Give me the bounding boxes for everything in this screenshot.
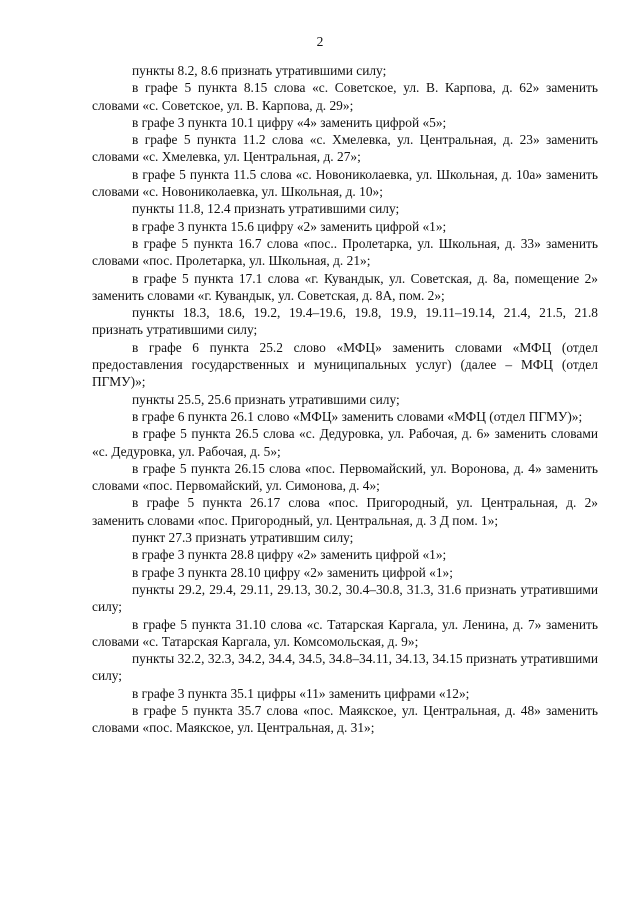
- paragraph: в графе 5 пункта 26.15 слова «пос. Первомайский, ул. Воронова, д. 4» заменить словами «пос. Первомайский, ул. Симонова, д. 4»;: [92, 460, 598, 494]
- paragraph: пункты 8.2, 8.6 признать утратившими силу;: [132, 63, 387, 78]
- paragraph: в графе 6 пункта 25.2 слово «МФЦ» заменить словами «МФЦ (отдел предоставления государственных и муниципальных услуг) (далее – МФЦ (отдел ПГМУ)»;: [92, 339, 598, 390]
- paragraph: в графе 6 пункта 26.1 слово «МФЦ» заменить словами «МФЦ (отдел ПГМУ)»;: [132, 408, 583, 424]
- paragraph: в графе 5 пункта 8.15 слова «с. Советское, ул. В. Карпова, д. 62» заменить словами «с. Советское, ул. В. Карпова, д. 29»;: [92, 80, 598, 113]
- paragraph: пункты 29.2, 29.4, 29.11, 29.13, 30.2, 30.4–30.8, 31.3, 31.6 признать утратившими силу;: [92, 581, 598, 615]
- paragraph: в графе 5 пункта 17.1 слова «г. Кувандык, ул. Советская, д. 8а, помещение 2» заменить словами «г. Кувандык, ул. Советская, д. 8А, пом. 2»;: [92, 270, 598, 303]
- paragraph: в графе 5 пункта 26.17 слова «пос. Пригородный, ул. Центральная, д. 2» заменить словами «пос. Пригородный, ул. Центральная, д. 3 Д пом. 1»;: [92, 495, 598, 528]
- paragraph: в графе 3 пункта 28.10 цифру «2» заменить цифрой «1»;: [132, 564, 453, 580]
- paragraph: в графе 5 пункта 11.2 слова «с. Хмелевка, ул. Центральная, д. 23» заменить словами «с. Хмелевка, ул. Центральная, д. 27»;: [92, 132, 598, 165]
- paragraph: в графе 5 пункта 26.5 слова «с. Дедуровка, ул. Рабочая, д. 6» заменить словами «с. Дедуровка, ул. Рабочая, д. 5»;: [92, 426, 598, 459]
- paragraph: пункты 25.5, 25.6 признать утратившими силу;: [132, 391, 400, 407]
- document-body: [92, 62, 598, 737]
- paragraph: в графе 5 пункта 35.7 слова «пос. Маякское, ул. Центральная, д. 48» заменить словами «пос. Маякское, ул. Центральная, д. 31»;: [92, 702, 598, 736]
- paragraph: в графе 5 пункта 11.5 слова «с. Новониколаевка, ул. Школьная, д. 10а» заменить словами «с. Новониколаевка, ул. Школьная, д. 10»;: [92, 166, 598, 200]
- paragraph: в графе 3 пункта 28.8 цифру «2» заменить цифрой «1»;: [132, 547, 447, 563]
- paragraph: в графе 3 пункта 15.6 цифру «2» заменить цифрой «1»;: [132, 218, 447, 234]
- paragraph: пункты 32.2, 32.3, 34.2, 34.4, 34.5, 34.8–34.11, 34.13, 34.15 признать утратившими силу;: [92, 651, 598, 684]
- page-number: 2: [316, 34, 324, 49]
- paragraph: пункт 27.3 признать утратившим силу;: [132, 530, 354, 546]
- paragraph: пункты 18.3, 18.6, 19.2, 19.4–19.6, 19.8, 19.9, 19.11–19.14, 21.4, 21.5, 21.8 признать утратившими силу;: [92, 305, 598, 338]
- paragraph: в графе 5 пункта 31.10 слова «с. Татарская Каргала, ул. Ленина, д. 7» заменить словами «с. Татарская Каргала, ул. Комсомольская, д. 9»;: [92, 616, 598, 649]
- paragraph: в графе 3 пункта 10.1 цифру «4» заменить цифрой «5»;: [132, 114, 447, 130]
- paragraph: в графе 5 пункта 16.7 слова «пос.. Пролетарка, ул. Школьная, д. 33» заменить словами «пос. Пролетарка, ул. Школьная, д. 21»;: [92, 235, 598, 269]
- paragraph: пункты 11.8, 12.4 признать утратившими силу;: [132, 201, 400, 217]
- paragraph: в графе 3 пункта 35.1 цифры «11» заменить цифрами «12»;: [132, 685, 470, 701]
